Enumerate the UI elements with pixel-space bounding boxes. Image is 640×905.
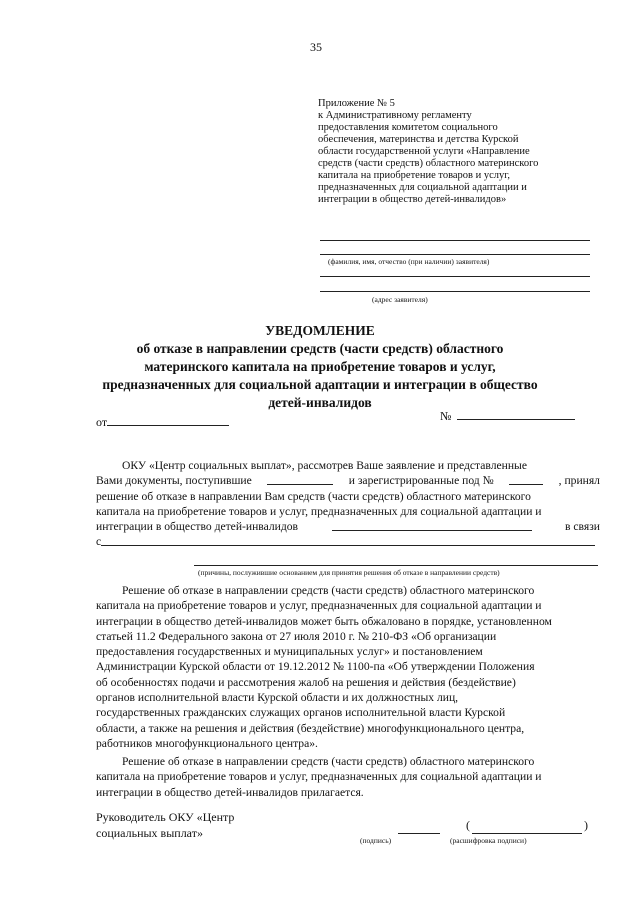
- applicant-name-line: [320, 240, 590, 241]
- head-title: социальных выплат»: [96, 826, 203, 840]
- date-blank: [107, 414, 229, 426]
- title-line: предназначенных для социальной адаптации и интеграции в общество: [102, 377, 538, 392]
- appendix-line: обеспечения, материнства и детства Курской: [318, 134, 519, 145]
- applicant-name-line: [320, 254, 590, 255]
- applicant-address-line: [320, 276, 590, 277]
- body-line: капитала на приобретение товаров и услуг, предназначенных для социальной адаптации и: [96, 770, 542, 784]
- appendix-line: к Административному регламенту: [318, 110, 472, 121]
- reason-blank: [101, 534, 595, 546]
- body-line: Решение об отказе в направлении средств (части средств) областного материнского: [122, 755, 535, 768]
- title-line: материнского капитала на приобретение товаров и услуг,: [144, 359, 496, 374]
- decode-caption: (расшифровка подписи): [450, 836, 527, 845]
- number-label: №: [440, 409, 452, 423]
- applicant-address-caption: (адрес заявителя): [372, 295, 428, 304]
- body-line: органов исполнительной власти Курской области и их должностных лиц,: [96, 691, 459, 705]
- registration-number-blank: [509, 473, 543, 485]
- appendix-line: предоставления комитетом социального: [318, 122, 498, 133]
- page-number: 35: [310, 40, 322, 54]
- reason-blank: [332, 519, 532, 531]
- reason-line: [194, 565, 598, 566]
- body-line: государственных гражданских служащих органов исполнительной власти Курской: [96, 706, 506, 720]
- body-line: интеграции в общество детей-инвалидов прилагается.: [96, 785, 364, 799]
- title-line: детей-инвалидов: [268, 395, 372, 410]
- body-line: Вами документы, поступившие и зарегистрированные под № , принял: [96, 474, 600, 488]
- appeal-paragraph: [96, 583, 600, 751]
- paren-close: ): [584, 818, 588, 832]
- body-line: капитала на приобретение товаров и услуг, предназначенных для социальной адаптации и: [96, 599, 542, 613]
- body-line: области, а также на решения и действия (бездействие) многофункционального центра,: [96, 721, 525, 735]
- head-title: Руководитель ОКУ «Центр: [96, 810, 235, 824]
- body-line: работников многофункционального центра».: [96, 736, 318, 750]
- body-line: Решение об отказе в направлении средств (части средств) областного материнского: [122, 584, 535, 597]
- applicant-address-line: [320, 291, 590, 292]
- body-line: решение об отказе в направлении Вам средств (части средств) областного материнского: [96, 489, 531, 503]
- title-heading: УВЕДОМЛЕНИЕ: [265, 323, 375, 338]
- received-date-blank: [267, 473, 333, 485]
- number-blank: [457, 408, 575, 420]
- appendix-line: предназначенных для социальной адаптации и: [318, 182, 527, 193]
- body-line: об особенностях подачи и рассмотрения жалоб на решения и действия (бездействие): [96, 675, 516, 689]
- body-line: интеграции в общество детей-инвалидов может быть обжаловано в порядке, установленном: [96, 614, 552, 628]
- body-line: ОКУ «Центр социальных выплат», рассмотрев Ваше заявление и представленные: [122, 459, 527, 472]
- decode-line: [472, 833, 582, 834]
- notice-body-paragraph: [96, 458, 600, 550]
- appendix-line: интеграции в общество детей-инвалидов»: [318, 194, 507, 205]
- title-line: об отказе в направлении средств (части средств) областного: [136, 341, 504, 356]
- appendix-line: средств (части средств) областного материнского: [318, 158, 539, 169]
- appendix-line: Приложение № 5: [318, 98, 395, 109]
- paren-open: (: [466, 818, 470, 832]
- body-line: Администрации Курской области от 19.12.2012 № 1100-па «Об утверждении Положения: [96, 660, 535, 674]
- reason-caption: (причины, послужившие основанием для принятия решения об отказе в направлении средств): [198, 568, 500, 577]
- body-line: капитала на приобретение товаров и услуг, предназначенных для социальной адаптации и: [96, 504, 542, 518]
- body-line: предоставления государственных и муниципальных услуг» и постановлением: [96, 645, 483, 659]
- applicant-name-caption: (фамилия, имя, отчество (при наличии) заявителя): [328, 257, 490, 266]
- number-field: [440, 408, 575, 424]
- appendix-line: области государственной услуги «Направление: [318, 146, 530, 157]
- notice-title: [60, 322, 580, 412]
- signature-line: [398, 833, 440, 834]
- signature-caption: (подпись): [360, 836, 392, 845]
- attachment-paragraph: [96, 754, 600, 800]
- body-line: с: [96, 534, 600, 549]
- date-field: [96, 414, 229, 430]
- appendix-line: капитала на приобретение товаров и услуг,: [318, 170, 511, 181]
- body-line: статьей 11.2 Федерального закона от 27 июля 2010 г. № 210-ФЗ «Об организации: [96, 629, 497, 643]
- body-line: интеграции в общество детей-инвалидов в связи: [96, 520, 600, 534]
- from-label: от: [96, 415, 108, 429]
- appendix-block: [318, 98, 618, 206]
